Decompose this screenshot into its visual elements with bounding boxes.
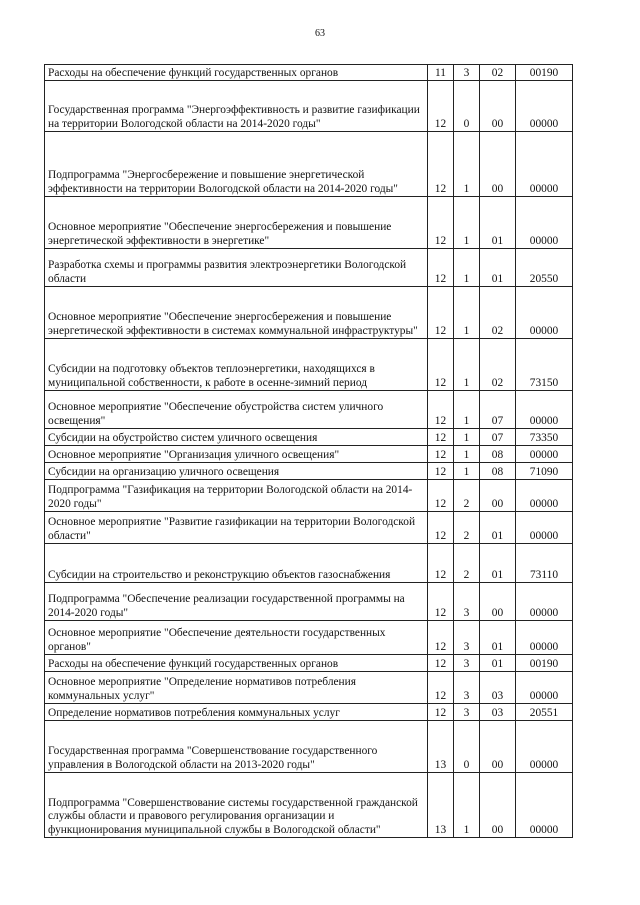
section-code-cell: 12 [428, 704, 454, 721]
direction-code-cell: 00000 [516, 721, 573, 773]
program-code-cell: 1 [454, 391, 480, 429]
table-row [45, 721, 573, 773]
program-code-cell: 0 [454, 721, 480, 773]
row-name-cell: Подпрограмма "Совершенствование системы государственной гражданской службы области и правового регулирования организации и функционирования муниципальной службы в Вологодской области" [45, 773, 428, 838]
table-row [45, 197, 573, 249]
section-code-cell: 12 [428, 512, 454, 544]
program-code-cell: 3 [454, 65, 480, 81]
program-code-cell: 1 [454, 132, 480, 197]
table-row [45, 672, 573, 704]
row-name-cell: Подпрограмма "Энергосбережение и повышение энергетической эффективности на территории Вологодской области на 2014-2020 годы" [45, 132, 428, 197]
direction-code-cell: 00190 [516, 655, 573, 672]
program-code-cell: 2 [454, 512, 480, 544]
subprogram-code-cell: 08 [480, 463, 516, 480]
table-row [45, 512, 573, 544]
subprogram-code-cell: 00 [480, 480, 516, 512]
row-name-cell: Основное мероприятие "Обеспечение энергосбережения и повышение энергетической эффективности в энергетике" [45, 197, 428, 249]
program-code-cell: 1 [454, 463, 480, 480]
subprogram-code-cell: 02 [480, 339, 516, 391]
row-name-cell: Субсидии на обустройство систем уличного освещения [45, 429, 428, 446]
section-code-cell: 13 [428, 721, 454, 773]
subprogram-code-cell: 07 [480, 429, 516, 446]
direction-code-cell: 00000 [516, 672, 573, 704]
subprogram-code-cell: 01 [480, 655, 516, 672]
row-name-cell: Основное мероприятие "Определение нормативов потребления коммунальных услуг" [45, 672, 428, 704]
row-name-cell: Основное мероприятие "Обеспечение энергосбережения и повышение энергетической эффективности в системах коммунальной инфраструктуры" [45, 287, 428, 339]
table-row [45, 704, 573, 721]
direction-code-cell: 00000 [516, 197, 573, 249]
subprogram-code-cell: 07 [480, 391, 516, 429]
row-name-cell: Определение нормативов потребления коммунальных услуг [45, 704, 428, 721]
program-code-cell: 2 [454, 544, 480, 583]
section-code-cell: 12 [428, 429, 454, 446]
row-name-cell: Расходы на обеспечение функций государственных органов [45, 655, 428, 672]
program-code-cell: 1 [454, 773, 480, 838]
row-name-cell: Государственная программа "Энергоэффективность и развитие газификации на территории Вологодской области на 2014-2020 годы" [45, 81, 428, 132]
subprogram-code-cell: 00 [480, 583, 516, 621]
section-code-cell: 12 [428, 391, 454, 429]
direction-code-cell: 00000 [516, 480, 573, 512]
table-row [45, 132, 573, 197]
section-code-cell: 12 [428, 287, 454, 339]
budget-classification-table [44, 64, 573, 838]
direction-code-cell: 00000 [516, 446, 573, 463]
subprogram-code-cell: 01 [480, 512, 516, 544]
program-code-cell: 1 [454, 287, 480, 339]
program-code-cell: 1 [454, 339, 480, 391]
section-code-cell: 12 [428, 544, 454, 583]
section-code-cell: 12 [428, 132, 454, 197]
direction-code-cell: 00190 [516, 65, 573, 81]
section-code-cell: 12 [428, 446, 454, 463]
row-name-cell: Субсидии на подготовку объектов теплоэнергетики, находящихся в муниципальной собственности, к работе в осенне-зимний период [45, 339, 428, 391]
section-code-cell: 12 [428, 249, 454, 287]
section-code-cell: 13 [428, 773, 454, 838]
section-code-cell: 12 [428, 339, 454, 391]
table-row [45, 429, 573, 446]
subprogram-code-cell: 02 [480, 287, 516, 339]
row-name-cell: Основное мероприятие "Организация уличного освещения" [45, 446, 428, 463]
subprogram-code-cell: 01 [480, 197, 516, 249]
table-row [45, 463, 573, 480]
direction-code-cell: 00000 [516, 773, 573, 838]
subprogram-code-cell: 03 [480, 672, 516, 704]
row-name-cell: Государственная программа "Совершенствование государственного управления в Вологодской области на 2013-2020 годы" [45, 721, 428, 773]
row-name-cell: Расходы на обеспечение функций государственных органов [45, 65, 428, 81]
section-code-cell: 12 [428, 81, 454, 132]
row-name-cell: Основное мероприятие "Развитие газификации на территории Вологодской области" [45, 512, 428, 544]
direction-code-cell: 00000 [516, 512, 573, 544]
table-row [45, 621, 573, 655]
row-name-cell: Субсидии на организацию уличного освещения [45, 463, 428, 480]
subprogram-code-cell: 03 [480, 704, 516, 721]
subprogram-code-cell: 01 [480, 621, 516, 655]
row-name-cell: Основное мероприятие "Обеспечение деятельности государственных органов" [45, 621, 428, 655]
table-row [45, 391, 573, 429]
subprogram-code-cell: 00 [480, 132, 516, 197]
table-row [45, 287, 573, 339]
program-code-cell: 3 [454, 621, 480, 655]
program-code-cell: 1 [454, 249, 480, 287]
table-row [45, 65, 573, 81]
program-code-cell: 1 [454, 429, 480, 446]
subprogram-code-cell: 00 [480, 721, 516, 773]
direction-code-cell: 00000 [516, 81, 573, 132]
table-row [45, 339, 573, 391]
program-code-cell: 3 [454, 655, 480, 672]
table-row [45, 583, 573, 621]
section-code-cell: 12 [428, 672, 454, 704]
section-code-cell: 12 [428, 197, 454, 249]
section-code-cell: 12 [428, 583, 454, 621]
program-code-cell: 3 [454, 704, 480, 721]
program-code-cell: 1 [454, 446, 480, 463]
row-name-cell: Основное мероприятие "Обеспечение обустройства систем уличного освещения" [45, 391, 428, 429]
program-code-cell: 3 [454, 583, 480, 621]
subprogram-code-cell: 08 [480, 446, 516, 463]
subprogram-code-cell: 01 [480, 544, 516, 583]
subprogram-code-cell: 00 [480, 773, 516, 838]
section-code-cell: 12 [428, 463, 454, 480]
table-row [45, 544, 573, 583]
direction-code-cell: 73150 [516, 339, 573, 391]
direction-code-cell: 73350 [516, 429, 573, 446]
direction-code-cell: 73110 [516, 544, 573, 583]
section-code-cell: 12 [428, 621, 454, 655]
subprogram-code-cell: 01 [480, 249, 516, 287]
direction-code-cell: 00000 [516, 391, 573, 429]
direction-code-cell: 20550 [516, 249, 573, 287]
direction-code-cell: 00000 [516, 287, 573, 339]
program-code-cell: 0 [454, 81, 480, 132]
table-row [45, 81, 573, 132]
row-name-cell: Подпрограмма "Обеспечение реализации государственной программы на 2014-2020 годы" [45, 583, 428, 621]
program-code-cell: 2 [454, 480, 480, 512]
direction-code-cell: 00000 [516, 583, 573, 621]
program-code-cell: 1 [454, 197, 480, 249]
table-row [45, 446, 573, 463]
section-code-cell: 12 [428, 655, 454, 672]
table-row [45, 655, 573, 672]
subprogram-code-cell: 02 [480, 65, 516, 81]
row-name-cell: Субсидии на строительство и реконструкцию объектов газоснабжения [45, 544, 428, 583]
direction-code-cell: 20551 [516, 704, 573, 721]
direction-code-cell: 00000 [516, 132, 573, 197]
table-row [45, 773, 573, 838]
program-code-cell: 3 [454, 672, 480, 704]
subprogram-code-cell: 00 [480, 81, 516, 132]
direction-code-cell: 71090 [516, 463, 573, 480]
table-row [45, 480, 573, 512]
table-row [45, 249, 573, 287]
row-name-cell: Подпрограмма "Газификация на территории Вологодской области на 2014-2020 годы" [45, 480, 428, 512]
section-code-cell: 11 [428, 65, 454, 81]
section-code-cell: 12 [428, 480, 454, 512]
page-number: 63 [315, 28, 325, 39]
direction-code-cell: 00000 [516, 621, 573, 655]
row-name-cell: Разработка схемы и программы развития электроэнергетики Вологодской области [45, 249, 428, 287]
